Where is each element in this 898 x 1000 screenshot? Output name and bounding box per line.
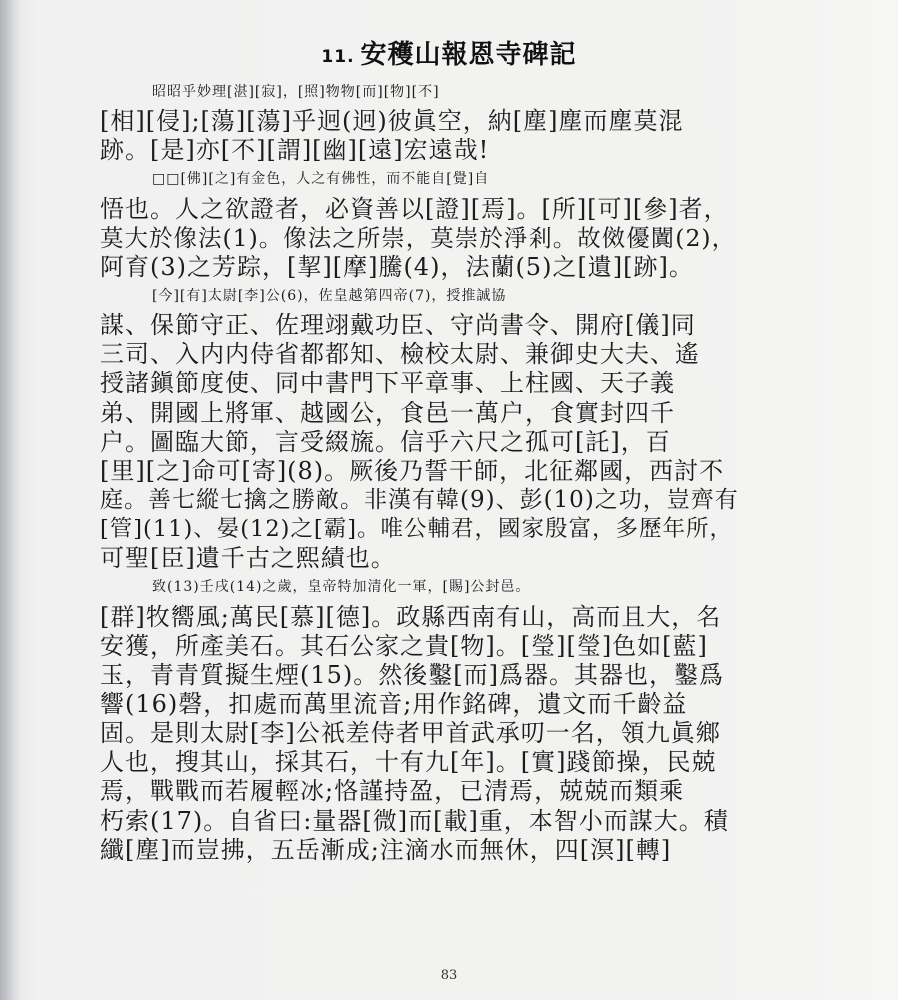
text-line: 莫大於像法(1)。像法之所崇，莫崇於淨剎。故傚優闐(2)， <box>100 223 737 252</box>
text-line: 固。是則太尉[李]公祇差侍者甲首武承叨一名，領九眞鄉 <box>100 719 721 748</box>
text-line: 焉，戰戰而若履輕冰;恪謹持盈，已清焉，兢兢而類乘 <box>100 777 685 806</box>
text-line: [群]牧嚮風;萬民[慕][德]。政縣西南有山，高而且大，名 <box>100 602 722 631</box>
page-title <box>0 34 898 71</box>
text-line: 昭昭乎妙理[湛][寂]，[照]物物[而][物][不] <box>152 84 440 100</box>
text-line: □□[佛][之]有金色，人之有佛性，而不能自[覺]自 <box>152 171 490 188</box>
text-line: 户。圖臨大節，言受綴旒。信乎六尺之孤可[託]，百 <box>100 427 671 456</box>
title-number: 11. <box>321 47 355 67</box>
text-line: 悟也。人之欲證者，必資善以[證][焉]。[所][可][參]者， <box>100 194 729 223</box>
text-line: [相][侵];[蕩][蕩]乎迥(迥)彼眞空，納[塵]塵而塵莫混 <box>100 107 684 136</box>
text-line: 謀、保節守正、佐理翊戴功臣、守尚書令、開府[儀]同 <box>100 311 696 340</box>
text-line: 可聖[臣]遺千古之熙績也。 <box>100 544 396 573</box>
text-line: 響(16)磬，扣處而萬里流音;用作銘碑，遺文而千齡益 <box>100 689 688 718</box>
text-line: [管](11)、晏(12)之[霸]。唯公輔君，國家殷富，多歷年所， <box>100 516 733 543</box>
text-line: 致(13)壬戌(14)之歲，皇帝特加清化一軍，[賜]公封邑。 <box>152 579 531 596</box>
text-line: [里][之]命可[寄](8)。厥後乃誓干師，北征鄰國，西討不 <box>100 456 725 485</box>
text-line: 安獲，所產美石。其石公家之貴[物]。[瑩][瑩]色如[藍] <box>100 631 708 660</box>
text-line: 朽索(17)。自省曰:量器[微]而[載]重，本智小而謀大。積 <box>100 806 729 835</box>
inscription-text <box>100 78 740 865</box>
title-text: 安穫山報恩寺碑記 <box>360 40 577 70</box>
page-number: 83 <box>440 968 458 983</box>
page-gutter-shadow <box>0 0 22 1000</box>
text-line: 庭。善七縱七擒之勝敵。非漢有韓(9)、彭(10)之功，豈齊有 <box>100 486 739 513</box>
text-line: 纖[塵]而豈拂，五岳漸成;注滴水而無休，四[溟][轉] <box>100 835 672 864</box>
text-line: 玉，青青質擬生煙(15)。然後鑿[而]爲器。其器也，鑿爲 <box>100 660 724 689</box>
text-line: 三司、入内内侍省都都知、檢校太尉、兼御史大夫、遙 <box>100 340 700 369</box>
text-line: [今][有]太尉[李]公(6)，佐皇越第四帝(7)，授推誠協 <box>152 287 507 304</box>
text-line: 阿育(3)之芳踪，[挈][摩]騰(4)，法蘭(5)之[遺][跡]。 <box>100 252 694 281</box>
text-line: 人也，搜其山，採其石，十有九[年]。[實]踐節操，民兢 <box>100 748 717 777</box>
text-line: 弟、開國上將軍、越國公，食邑一萬户，食實封四千 <box>100 398 675 427</box>
text-line: 跡。[是]亦[不][謂][幽][遠]宏遠哉! <box>100 136 490 165</box>
text-line: 授諸鎭節度使、同中書門下平章事、上柱國、天子義 <box>100 369 675 398</box>
